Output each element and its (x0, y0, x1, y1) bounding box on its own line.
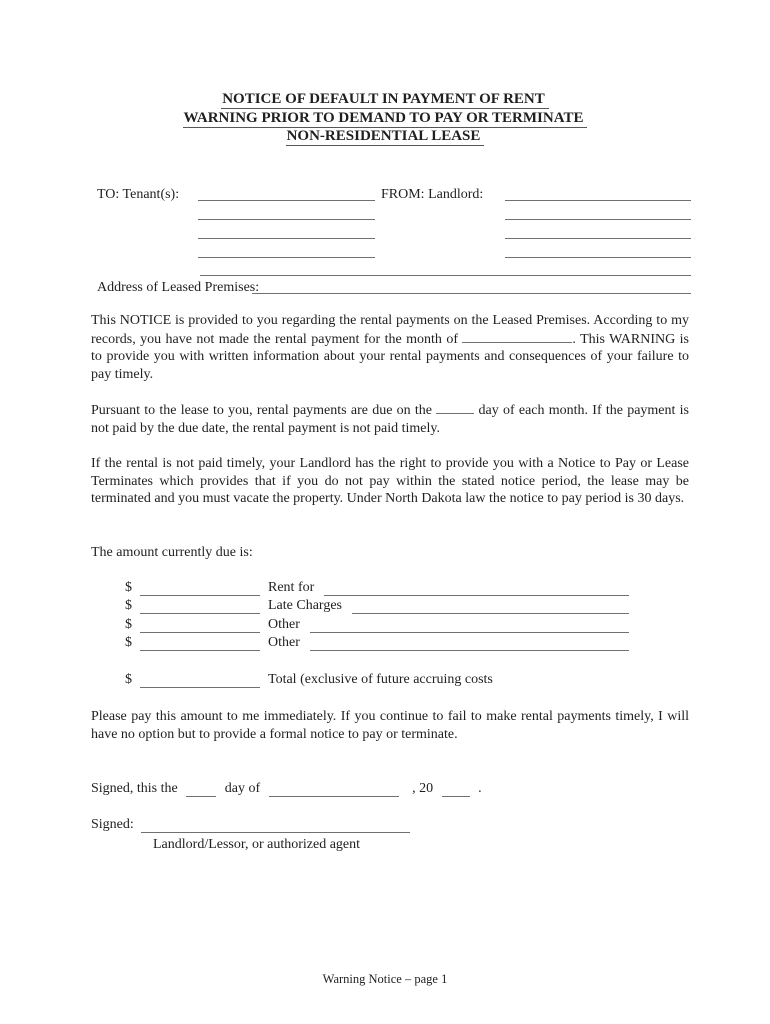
currency-symbol: $ (125, 598, 132, 613)
signature-line[interactable] (141, 832, 410, 833)
rent-for-description-line[interactable] (324, 595, 629, 596)
address-line[interactable] (252, 293, 691, 294)
tenant-name-line-1[interactable] (198, 200, 375, 201)
total-label: Total (exclusive of future accruing costs (268, 672, 493, 687)
late-charges-amount-line[interactable] (140, 613, 260, 614)
amount-row-other-1 (125, 616, 629, 633)
address-of-leased-premises-label: Address of Leased Premises: (97, 280, 260, 295)
other-1-label: Other (268, 617, 300, 632)
from-landlord-label: FROM: Landlord: (381, 187, 484, 202)
landlord-name-line-3[interactable] (505, 238, 691, 239)
signed-row (91, 817, 410, 833)
other-2-label: Other (268, 635, 300, 650)
notice-paragraph (91, 312, 689, 383)
amount-row-total (125, 671, 629, 688)
title-line-2 (0, 109, 770, 128)
amount-row-rent (125, 579, 629, 596)
late-charges-description-line[interactable] (352, 613, 629, 614)
title-line-3 (0, 127, 770, 146)
title-line-1 (0, 90, 770, 109)
signature-date-row (91, 780, 482, 797)
other-1-amount-line[interactable] (140, 632, 260, 633)
notice-paragraph-text-before: This NOTICE is provided to you regarding the rental payments on the Leased Premises. According to my records, you have not made the rental payment for the month of (91, 313, 689, 347)
rent-amount-line[interactable] (140, 595, 260, 596)
landlord-name-line-4[interactable] (505, 257, 691, 258)
rent-for-label: Rent for (268, 580, 315, 595)
total-amount-line[interactable] (140, 687, 260, 688)
signed-month-blank[interactable] (269, 796, 399, 797)
pursuant-paragraph (91, 401, 689, 437)
signed-year-blank[interactable] (442, 796, 470, 797)
signed-label: Signed: (91, 817, 134, 832)
landlord-name-line-2[interactable] (505, 219, 691, 220)
day-of-label: day of (224, 781, 261, 796)
month-blank[interactable] (462, 330, 572, 343)
to-tenants-label: TO: Tenant(s): (97, 187, 180, 202)
pursuant-paragraph-text-before: Pursuant to the lease to you, rental payments are due on the (91, 403, 437, 418)
amount-row-late-charges (125, 597, 629, 614)
sentence-period: . (478, 781, 482, 796)
currency-symbol: $ (125, 672, 132, 687)
currency-symbol: $ (125, 580, 132, 595)
tenant-name-line-4[interactable] (198, 257, 375, 258)
header-extra-line[interactable] (200, 275, 691, 276)
title-line-1-text: NOTICE OF DEFAULT IN PAYMENT OF RENT (221, 92, 549, 109)
currency-symbol: $ (125, 635, 132, 650)
amount-due-heading: The amount currently due is: (91, 545, 253, 560)
other-2-description-line[interactable] (310, 650, 629, 651)
currency-symbol: $ (125, 617, 132, 632)
please-pay-paragraph: Please pay this amount to me immediately. If you continue to fail to make rental payments timely, I will have no option but to provide a formal notice to pay or terminate. (91, 709, 689, 742)
other-1-description-line[interactable] (310, 632, 629, 633)
page-footer: Warning Notice – page 1 (322, 972, 448, 986)
other-2-amount-line[interactable] (140, 650, 260, 651)
notice-period-paragraph: If the rental is not paid timely, your Landlord has the right to provide you with a Notice to Pay or Lease Terminates which provides that if you do not pay within the stated notice period, the lease may be terminated and you must vacate the property. Under North Dakota law the notice to pay period is 30 days. (91, 456, 689, 507)
late-charges-label: Late Charges (268, 598, 342, 613)
due-day-blank[interactable] (436, 401, 474, 414)
signer-role-label: Landlord/Lessor, or authorized agent (153, 837, 361, 852)
year-prefix-label: , 20 (412, 781, 434, 796)
tenant-name-line-2[interactable] (198, 219, 375, 220)
title-line-3-text: NON-RESIDENTIAL LEASE (286, 129, 485, 146)
title-line-2-text: WARNING PRIOR TO DEMAND TO PAY OR TERMINATE (183, 111, 588, 128)
pursuant-paragraph-text-after: day of each month. If the payment is not paid by the due date, the rental payment is not paid timely. (91, 403, 689, 436)
document-title (0, 90, 770, 146)
amount-row-other-2 (125, 634, 629, 651)
landlord-name-line-1[interactable] (505, 200, 691, 201)
signed-this-the-label: Signed, this the (91, 781, 178, 796)
signed-day-blank[interactable] (186, 796, 216, 797)
tenant-name-line-3[interactable] (198, 238, 375, 239)
notice-paragraph-text-after: . This WARNING is to provide you with written information about your rental payments and consequences of your failure to pay timely. (91, 331, 690, 382)
